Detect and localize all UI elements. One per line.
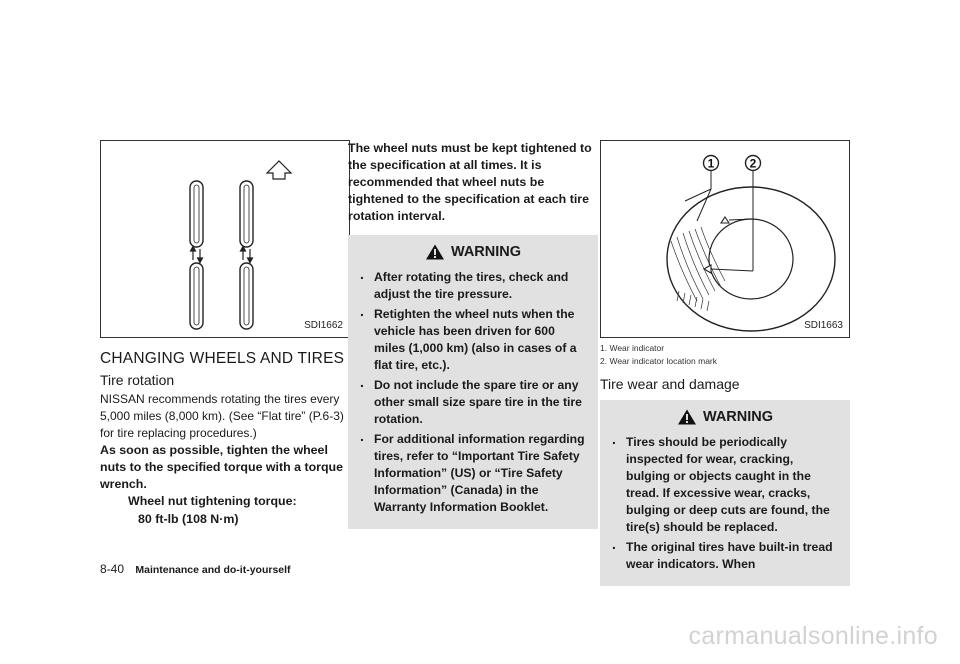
torque-label: Wheel nut tightening torque: [128,494,297,508]
torque-instruction: As soon as possible, tighten the wheel nuts to the specified torque with a torque wrench. [100,443,344,491]
warning-item: . The original tires have built-in tread wear indicators. When [610,539,840,573]
forward-arrow-icon [267,161,291,179]
warning-item: . Do not include the spare tire or any other small size spare tire in the tire rotation. [358,377,588,428]
section-heading: CHANGING WHEELS AND TIRES [100,350,345,367]
figure-code: SDI1663 [804,320,843,331]
rotation-arrows-right-icon [241,247,253,263]
tire-front-right-icon [240,181,253,247]
warning-box [600,400,850,586]
rotation-arrows-left-icon [191,247,203,263]
warning-item: . For additional information regarding tires, refer to “Important Tire Safety Information” (US) or “Tire Safety Information” (Canada) in the Warranty Information Booklet. [358,431,588,516]
warning-header [358,243,588,261]
caption-item: 1. Wear indicator [600,343,665,353]
subheading: Tire wear and damage [600,376,740,392]
torque-value: 80 ft-lb (108 N·m) [138,512,239,526]
wheel-nut-intro: The wheel nuts must be kept tightened to the specification at all times. It is recommended that wheel nuts be tightened to the specification at each tire rotation interval. [348,141,592,223]
caption-item: 2. Wear indicator location mark [600,356,718,366]
warning-item: . After rotating the tires, check and adjust the tire pressure. [358,269,588,303]
warning-header [610,408,840,426]
page-number: 8-40 [100,562,125,576]
tire-rotation-figure [100,140,350,338]
watermark: carmanualsonline.info [688,622,938,650]
subheading: Tire rotation [100,372,175,388]
rotation-paragraph: NISSAN recommends rotating the tires every 5,000 miles (8,000 km). (See “Flat tire” (P.6-3) for tire replacing procedures.) [100,392,344,440]
tire-rear-left-icon [190,263,203,329]
wear-indicator-figure [600,140,850,338]
tire-rear-right-icon [240,263,253,329]
caption-list [600,342,850,368]
warning-title: WARNING [702,409,774,425]
warning-title: WARNING [450,244,522,260]
warning-list [358,269,588,516]
tire-rotation-diagram [101,141,349,337]
svg-text:1: 1 [707,156,715,171]
warning-item: . Retighten the wheel nuts when the vehicle has been driven for 600 miles (1,000 km) (also in cases of a flat tire, etc.). [358,306,588,374]
warning-box [348,235,598,529]
svg-text:2: 2 [749,156,757,171]
page-footer [100,562,291,576]
warning-icon [425,243,445,261]
wear-mark-upper-icon [721,217,729,223]
warning-item: . Tires should be periodically inspected for wear, cracking, bulging or objects caught in the tread. If excessive wear, cracks, bulging or deep cuts are found, the tire(s) should be replaced. [610,434,840,536]
warning-list [610,434,840,573]
tire-wear-diagram [601,141,849,337]
figure-code: SDI1662 [304,320,343,331]
tire-front-left-icon [190,181,203,247]
left-column [100,140,350,528]
right-column [600,140,850,586]
footer-section-name: Maintenance and do-it-yourself [135,564,291,576]
middle-column [348,140,598,529]
warning-icon [677,408,697,426]
